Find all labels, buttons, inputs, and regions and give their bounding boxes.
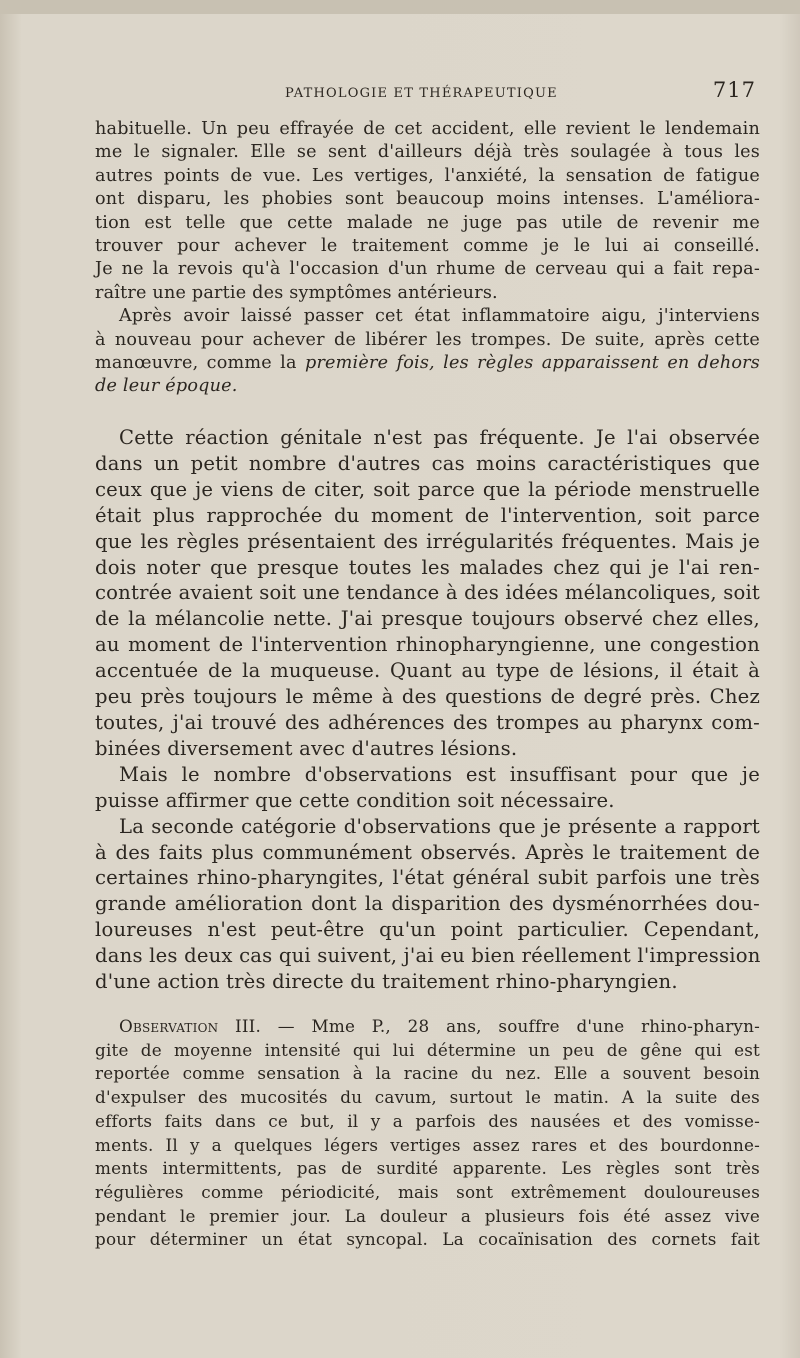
text-line: d'expulser des mucosités du cavum, surtout le matin. A la suite des: [95, 1087, 760, 1108]
text-line: [95, 352, 760, 375]
text-line: à des faits plus communément observés. Après le traitement de: [95, 840, 760, 864]
text-line: pendant le premier jour. La douleur a plusieurs fois été assez vive: [95, 1205, 760, 1226]
text-line: binées diversement avec d'autres lésions.: [95, 736, 518, 760]
text-line: Je ne la revois qu'à l'occasion d'un rhume de cerveau qui a fait repa-: [95, 259, 760, 280]
text-line: dans un petit nombre d'autres cas moins caractéristiques que: [95, 451, 760, 475]
text-line: ments intermittents, pas de surdité apparente. Les règles sont très: [95, 1158, 760, 1179]
observation-label: Observation III.: [119, 1016, 262, 1036]
italic-text: de leur époque.: [95, 376, 238, 397]
paragraph-block-2: [95, 425, 760, 995]
text-run: manœuvre, comme la: [95, 353, 305, 374]
text-line: grande amélioration dont la disparition des dysménorrhées dou-: [95, 892, 760, 916]
page-top-edge: [0, 0, 800, 14]
text-line: autres points de vue. Les vertiges, l'anxiété, la sensation de fatigue: [95, 165, 760, 186]
text-line: efforts faits dans ce but, il y a parfois des nausées et des vomisse-: [95, 1110, 760, 1131]
text-line: raître une partie des symptômes antérieurs.: [95, 282, 498, 303]
text-line: loureuses n'est peut-être qu'un point particulier. Cependant,: [95, 918, 760, 942]
text-line: gite de moyenne intensité qui lui détermine un peu de gêne qui est: [95, 1039, 760, 1060]
text-line: contrée avaient soit une tendance à des idées mélancoliques, soit: [95, 581, 760, 605]
text-line: La seconde catégorie d'observations que je présente a rapport: [119, 814, 760, 838]
text-line: certaines rhino-pharyngites, l'état général subit parfois une très: [95, 866, 760, 890]
text-line: Mais le nombre d'observations est insuffisant pour que je: [119, 762, 760, 786]
text-line: trouver pour achever le traitement comme je le lui ai conseillé.: [95, 236, 760, 257]
text-line: tion est telle que cette malade ne juge pas utile de revenir me: [95, 212, 760, 233]
text-line: peu près toujours le même à des questions de degré près. Chez: [95, 685, 760, 709]
text-line: au moment de l'intervention rhinopharyngienne, une congestion: [95, 633, 760, 657]
text-line: pour déterminer un état syncopal. La cocaïnisation des cornets fait: [95, 1229, 760, 1250]
text-line: régulières comme périodicité, mais sont extrêmement douloureuses: [95, 1181, 760, 1202]
observation-block: [95, 1015, 760, 1252]
text-line: [95, 375, 760, 398]
observation-heading-line: [95, 1015, 760, 1039]
text-line: Cette réaction génitale n'est pas fréquente. Je l'ai observée: [119, 426, 760, 449]
text-line: puisse affirmer que cette condition soit nécessaire.: [95, 788, 615, 812]
text-line: de la mélancolie nette. J'ai presque toujours observé chez elles,: [95, 607, 760, 631]
text-line: toutes, j'ai trouvé des adhérences des trompes au pharynx com-: [95, 710, 760, 734]
text-line: dans les deux cas qui suivent, j'ai eu bien réellement l'impression: [95, 944, 761, 968]
text-line: était plus rapprochée du moment de l'intervention, soit parce: [95, 503, 760, 527]
text-line: Après avoir laissé passer cet état inflammatoire aigu, j'interviens: [119, 306, 760, 327]
text-line: ont disparu, les phobies sont beaucoup moins intenses. L'améliora-: [95, 189, 760, 210]
running-head: PATHOLOGIE ET THÉRAPEUTIQUE: [285, 86, 558, 101]
text-line: me le signaler. Elle se sent d'ailleurs déjà très soulagée à tous les: [95, 142, 760, 163]
page-header: [95, 76, 760, 106]
page-number: 717: [712, 78, 756, 102]
text-line: accentuée de la muqueuse. Quant au type de lésions, il était à: [95, 659, 760, 683]
text-line: ceux que je viens de citer, soit parce que la période menstruelle: [95, 477, 760, 501]
italic-text: première fois, les règles apparaissent en dehors: [304, 353, 760, 374]
text-run: — Mme P., 28 ans, souffre d'une rhino-pharyn-: [261, 1016, 760, 1036]
text-line: à nouveau pour achever de libérer les trompes. De suite, après cette: [95, 329, 760, 350]
text-line: ments. Il y a quelques légers vertiges assez rares et des bourdonne-: [95, 1134, 760, 1155]
text-line: d'une action très directe du traitement rhino-pharyngien.: [95, 970, 678, 994]
text-line: dois noter que presque toutes les malades chez qui je l'ai ren-: [95, 555, 760, 579]
text-line: reportée comme sensation à la racine du nez. Elle a souvent besoin: [95, 1063, 760, 1084]
text-line: habituelle. Un peu effrayée de cet accident, elle revient le lendemain: [95, 119, 760, 139]
paragraph-block-1: [95, 118, 760, 399]
text-line: que les règles présentaient des irrégularités fréquentes. Mais je: [95, 529, 760, 553]
